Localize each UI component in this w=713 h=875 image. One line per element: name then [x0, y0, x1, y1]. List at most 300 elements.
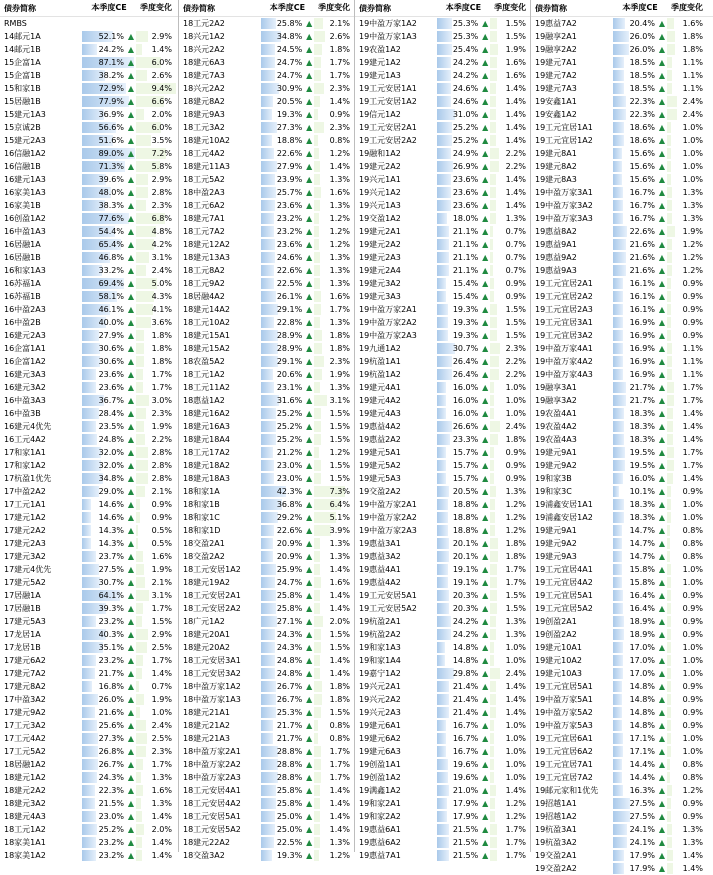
ce-cell	[613, 628, 667, 641]
change-bar	[136, 486, 145, 497]
change-value: 1.8%	[329, 682, 350, 691]
ce-bar	[261, 837, 274, 848]
change-bar	[667, 148, 671, 159]
ce-cell	[261, 316, 315, 329]
ce-value: 16.0%	[452, 409, 479, 418]
change-cell	[314, 706, 354, 719]
ce-bar	[613, 239, 626, 250]
change-value: 1.0%	[682, 149, 703, 158]
change-cell	[667, 69, 707, 82]
change-cell	[667, 17, 707, 30]
change-cell	[136, 212, 176, 225]
ce-bar	[613, 330, 623, 341]
change-bar	[667, 83, 672, 94]
table-row	[355, 550, 530, 563]
change-value: 2.8%	[151, 188, 172, 197]
ce-bar	[613, 434, 624, 445]
up-arrow-icon: ▲	[482, 175, 489, 184]
up-arrow-icon: ▲	[306, 669, 313, 678]
ce-bar	[261, 655, 276, 666]
ce-bar	[613, 356, 623, 367]
ce-value: 21.7%	[276, 721, 303, 730]
ce-value: 14.7%	[629, 539, 655, 548]
change-bar	[667, 668, 671, 679]
ce-value: 23.0%	[98, 812, 124, 821]
ce-bar	[613, 629, 624, 640]
bond-name: 19建元2A2	[359, 240, 401, 249]
ce-cell	[613, 147, 667, 160]
up-arrow-icon: ▲	[306, 19, 313, 28]
bond-name: 19工元宜居4A2	[535, 578, 593, 587]
change-cell	[667, 95, 707, 108]
change-value: 1.8%	[505, 539, 526, 548]
change-bar	[136, 525, 138, 536]
change-cell	[667, 745, 707, 758]
ce-bar	[261, 824, 276, 835]
change-cell	[136, 758, 176, 771]
change-cell	[314, 108, 354, 121]
bond-name: 18建元21A2	[183, 721, 230, 730]
change-cell	[490, 537, 530, 550]
ce-value: 23.2%	[98, 838, 124, 847]
ce-bar	[437, 590, 449, 601]
ce-value: 16.4%	[629, 604, 655, 613]
change-value: 1.5%	[505, 19, 526, 28]
change-cell	[490, 667, 530, 680]
change-bar	[490, 564, 497, 575]
ce-value: 31.0%	[452, 110, 479, 119]
change-bar	[490, 408, 494, 419]
change-cell	[314, 251, 354, 264]
change-bar	[667, 629, 671, 640]
ce-value: 10.1%	[629, 487, 655, 496]
ce-bar	[437, 135, 452, 146]
ce-bar	[613, 369, 623, 380]
table-row	[0, 485, 178, 498]
up-arrow-icon: ▲	[306, 71, 313, 80]
change-cell	[490, 654, 530, 667]
change-cell	[314, 563, 354, 576]
up-arrow-icon: ▲	[658, 370, 665, 379]
change-cell	[667, 160, 707, 173]
table-row	[179, 290, 354, 303]
ce-value: 22.6%	[276, 526, 303, 535]
change-bar	[314, 837, 319, 848]
up-arrow-icon: ▲	[482, 253, 489, 262]
change-cell	[490, 420, 530, 433]
ce-value: 14.6%	[98, 500, 124, 509]
table-row	[531, 212, 713, 225]
table-row	[531, 602, 713, 615]
ce-cell	[613, 719, 667, 732]
up-arrow-icon: ▲	[306, 461, 313, 470]
bond-name: 15建元1A3	[4, 110, 46, 119]
ce-value: 32.0%	[98, 448, 124, 457]
up-arrow-icon: ▲	[658, 305, 665, 314]
up-arrow-icon: ▲	[306, 32, 313, 41]
ce-bar	[82, 720, 97, 731]
bond-name: 14邮元1B	[4, 45, 41, 54]
up-arrow-icon: ▲	[658, 461, 665, 470]
change-cell	[136, 173, 176, 186]
ce-cell	[261, 654, 315, 667]
change-bar	[490, 681, 496, 692]
change-value: 1.4%	[151, 838, 172, 847]
ce-bar	[613, 603, 623, 614]
ce-cell	[613, 823, 667, 836]
ce-bar	[261, 252, 276, 263]
ce-cell	[261, 82, 315, 95]
table-row	[355, 17, 530, 30]
bond-name: 19工元宜居7A1	[535, 760, 593, 769]
up-arrow-icon: ▲	[482, 331, 489, 340]
ce-cell	[82, 368, 136, 381]
bond-name: 19中盈万家1A2	[359, 19, 417, 28]
ce-cell	[437, 212, 491, 225]
table-row	[0, 95, 178, 108]
ce-value: 19.3%	[452, 331, 479, 340]
bond-name: 18家美1A1	[4, 838, 46, 847]
table-row	[179, 745, 354, 758]
up-arrow-icon: ▲	[658, 344, 665, 353]
ce-bar	[613, 837, 627, 848]
up-arrow-icon: ▲	[658, 136, 665, 145]
change-value: 2.3%	[151, 409, 172, 418]
change-value: 1.7%	[151, 760, 172, 769]
ce-bar	[613, 538, 622, 549]
up-arrow-icon: ▲	[306, 825, 313, 834]
up-arrow-icon: ▲	[658, 409, 665, 418]
bond-name: 18工元7A2	[183, 227, 225, 236]
ce-cell	[82, 472, 136, 485]
ce-bar	[261, 200, 275, 211]
change-bar	[490, 720, 494, 731]
change-bar	[490, 512, 495, 523]
change-cell	[314, 264, 354, 277]
change-cell	[136, 82, 176, 95]
up-arrow-icon: ▲	[127, 409, 134, 418]
change-value: 1.2%	[682, 266, 703, 275]
ce-bar	[613, 668, 623, 679]
up-arrow-icon: ▲	[306, 513, 313, 522]
change-cell	[136, 589, 176, 602]
change-value: 1.1%	[682, 344, 703, 353]
up-arrow-icon: ▲	[306, 409, 313, 418]
ce-value: 24.5%	[276, 45, 303, 54]
ce-bar	[613, 70, 624, 81]
ce-bar	[437, 512, 448, 523]
ce-cell	[82, 381, 136, 394]
ce-value: 22.3%	[629, 97, 655, 106]
ce-cell	[613, 264, 667, 277]
change-value: 1.1%	[682, 357, 703, 366]
table-row	[0, 641, 178, 654]
ce-bar	[613, 811, 630, 822]
ce-cell	[437, 433, 491, 446]
change-value: 1.7%	[151, 604, 172, 613]
ce-value: 21.4%	[452, 695, 479, 704]
change-cell	[136, 108, 176, 121]
ce-value: 15.8%	[629, 578, 655, 587]
ce-cell	[437, 368, 491, 381]
ce-cell	[437, 732, 491, 745]
bond-name: 18建元16A3	[183, 422, 230, 431]
change-value: 1.6%	[329, 188, 350, 197]
change-bar	[314, 707, 320, 718]
bond-name: 19建元4A3	[359, 409, 401, 418]
change-bar	[667, 694, 671, 705]
ce-value: 16.0%	[452, 383, 479, 392]
change-bar	[667, 837, 672, 848]
ce-bar	[82, 538, 91, 549]
change-value: 0.9%	[505, 292, 526, 301]
header-change: 季度变化	[318, 2, 351, 12]
table-panel	[179, 0, 355, 860]
change-cell	[136, 628, 176, 641]
change-cell	[136, 290, 176, 303]
change-bar	[667, 44, 675, 55]
ce-cell	[261, 381, 315, 394]
up-arrow-icon: ▲	[482, 630, 489, 639]
change-cell	[314, 797, 354, 810]
table-row	[0, 823, 178, 836]
bond-name: 19兴元1A1	[359, 175, 401, 184]
ce-bar	[437, 447, 446, 458]
table-row	[179, 771, 354, 784]
ce-value: 25.2%	[452, 123, 479, 132]
change-cell	[667, 251, 707, 264]
change-bar	[667, 369, 672, 380]
change-bar	[136, 785, 143, 796]
up-arrow-icon: ▲	[306, 357, 313, 366]
bond-name: 17建元3A2	[4, 552, 46, 561]
change-bar	[490, 837, 497, 848]
table-row	[355, 524, 530, 537]
table-row	[179, 849, 354, 862]
change-value: 1.0%	[682, 578, 703, 587]
change-value: 0.7%	[505, 266, 526, 275]
change-cell	[136, 17, 176, 30]
bond-name: 17和家1A1	[4, 448, 46, 457]
change-cell	[314, 394, 354, 407]
change-bar	[136, 356, 144, 367]
table-row	[531, 43, 713, 56]
change-cell	[314, 355, 354, 368]
change-bar	[136, 70, 147, 81]
change-bar	[667, 460, 674, 471]
bond-name: 16企富1A1	[4, 344, 46, 353]
ce-cell	[82, 576, 136, 589]
table-row	[355, 823, 530, 836]
ce-value: 22.5%	[276, 279, 303, 288]
ce-value: 21.6%	[98, 708, 124, 717]
table-row	[0, 82, 178, 95]
change-value: 1.4%	[505, 110, 526, 119]
change-value: 2.5%	[151, 643, 172, 652]
ce-value: 27.5%	[629, 812, 655, 821]
change-cell	[490, 277, 530, 290]
change-bar	[490, 252, 493, 263]
up-arrow-icon: ▲	[658, 630, 665, 639]
up-arrow-icon: ▲	[127, 786, 134, 795]
change-cell	[667, 524, 707, 537]
ce-value: 18.3%	[629, 513, 655, 522]
table-row	[531, 199, 713, 212]
change-cell	[136, 264, 176, 277]
up-arrow-icon: ▲	[127, 344, 134, 353]
table-row	[0, 615, 178, 628]
change-bar	[314, 356, 324, 367]
bond-name: 19惠益7A1	[359, 851, 401, 860]
ce-cell	[82, 498, 136, 511]
ce-value: 23.3%	[452, 435, 479, 444]
table-row	[355, 446, 530, 459]
ce-bar	[437, 538, 449, 549]
change-bar	[314, 551, 319, 562]
change-value: 1.3%	[682, 214, 703, 223]
table-row	[0, 537, 178, 550]
ce-bar	[82, 733, 98, 744]
ce-cell	[82, 719, 136, 732]
change-value: 0.8%	[682, 773, 703, 782]
ce-bar	[437, 291, 446, 302]
ce-value: 33.2%	[98, 266, 124, 275]
ce-value: 23.9%	[276, 175, 303, 184]
ce-cell	[261, 667, 315, 680]
ce-cell	[437, 108, 491, 121]
change-cell	[136, 459, 176, 472]
table-row	[179, 69, 354, 82]
ce-value: 16.0%	[629, 474, 655, 483]
up-arrow-icon: ▲	[658, 45, 665, 54]
ce-value: 18.5%	[629, 71, 655, 80]
change-cell	[490, 524, 530, 537]
up-arrow-icon: ▲	[127, 656, 134, 665]
ce-cell	[261, 550, 315, 563]
up-arrow-icon: ▲	[658, 253, 665, 262]
table-row	[531, 823, 713, 836]
change-bar	[667, 486, 671, 497]
ce-bar	[82, 655, 96, 666]
table-row	[355, 407, 530, 420]
ce-value: 29.8%	[452, 669, 479, 678]
bond-name: 19兴元2A2	[359, 695, 401, 704]
change-bar	[490, 655, 494, 666]
change-value: 1.4%	[329, 799, 350, 808]
ce-value: 87.1%	[98, 58, 124, 67]
change-cell	[490, 56, 530, 69]
change-cell	[667, 212, 707, 225]
change-value: 2.0%	[329, 617, 350, 626]
up-arrow-icon: ▲	[658, 643, 665, 652]
bond-name: 19信元1A2	[359, 110, 401, 119]
change-cell	[667, 225, 707, 238]
up-arrow-icon: ▲	[127, 45, 134, 54]
up-arrow-icon: ▲	[127, 149, 134, 158]
ce-cell	[613, 706, 667, 719]
ce-cell	[261, 810, 315, 823]
ce-cell	[82, 680, 136, 693]
table-row	[531, 732, 713, 745]
table-row	[179, 355, 354, 368]
ce-value: 18.3%	[629, 422, 655, 431]
bond-name: 19交盈2A2	[359, 487, 401, 496]
table-row	[531, 498, 713, 511]
change-value: 1.3%	[505, 214, 526, 223]
table-row	[531, 433, 713, 446]
change-value: 1.6%	[329, 292, 350, 301]
ce-cell	[82, 537, 136, 550]
change-value: 1.3%	[329, 539, 350, 548]
up-arrow-icon: ▲	[482, 851, 489, 860]
change-cell	[490, 69, 530, 82]
change-value: 1.8%	[505, 552, 526, 561]
ce-cell	[261, 17, 315, 30]
table-row	[179, 238, 354, 251]
change-cell	[314, 745, 354, 758]
ce-cell	[261, 537, 315, 550]
change-bar	[136, 382, 143, 393]
change-value: 0.9%	[682, 305, 703, 314]
ce-bar	[82, 525, 91, 536]
change-bar	[490, 759, 494, 770]
change-bar	[136, 421, 144, 432]
header-name: 债券简称	[359, 3, 391, 13]
change-value: 0.8%	[682, 526, 703, 535]
table-row	[531, 394, 713, 407]
ce-bar	[613, 499, 624, 510]
table-row	[179, 706, 354, 719]
ce-cell	[437, 43, 491, 56]
change-value: 1.5%	[329, 409, 350, 418]
change-value: 1.2%	[682, 786, 703, 795]
change-bar	[667, 707, 671, 718]
ce-bar	[261, 382, 275, 393]
change-bar	[136, 642, 147, 653]
bond-name: 17中盈2A2	[4, 487, 46, 496]
up-arrow-icon: ▲	[658, 513, 665, 522]
up-arrow-icon: ▲	[658, 123, 665, 132]
up-arrow-icon: ▲	[482, 136, 489, 145]
change-cell	[667, 43, 707, 56]
ce-cell	[613, 173, 667, 186]
bond-name: 19兴元1A3	[359, 201, 401, 210]
table-row	[179, 160, 354, 173]
change-cell	[490, 225, 530, 238]
change-value: 1.0%	[682, 565, 703, 574]
ce-value: 23.2%	[276, 214, 303, 223]
change-cell	[136, 602, 176, 615]
up-arrow-icon: ▲	[127, 513, 134, 522]
ce-cell	[82, 407, 136, 420]
table-row	[0, 836, 178, 849]
ce-value: 24.1%	[629, 825, 655, 834]
ce-cell	[82, 82, 136, 95]
bond-name: 19建元8A2	[535, 162, 577, 171]
change-value: 1.4%	[505, 175, 526, 184]
up-arrow-icon: ▲	[482, 734, 489, 743]
ce-value: 15.7%	[452, 461, 479, 470]
change-bar	[490, 577, 497, 588]
ce-cell	[613, 498, 667, 511]
change-value: 1.4%	[505, 682, 526, 691]
ce-bar	[437, 486, 449, 497]
change-cell	[314, 407, 354, 420]
ce-value: 18.6%	[629, 123, 655, 132]
change-bar	[314, 252, 319, 263]
ce-bar	[82, 382, 96, 393]
ce-cell	[82, 654, 136, 667]
